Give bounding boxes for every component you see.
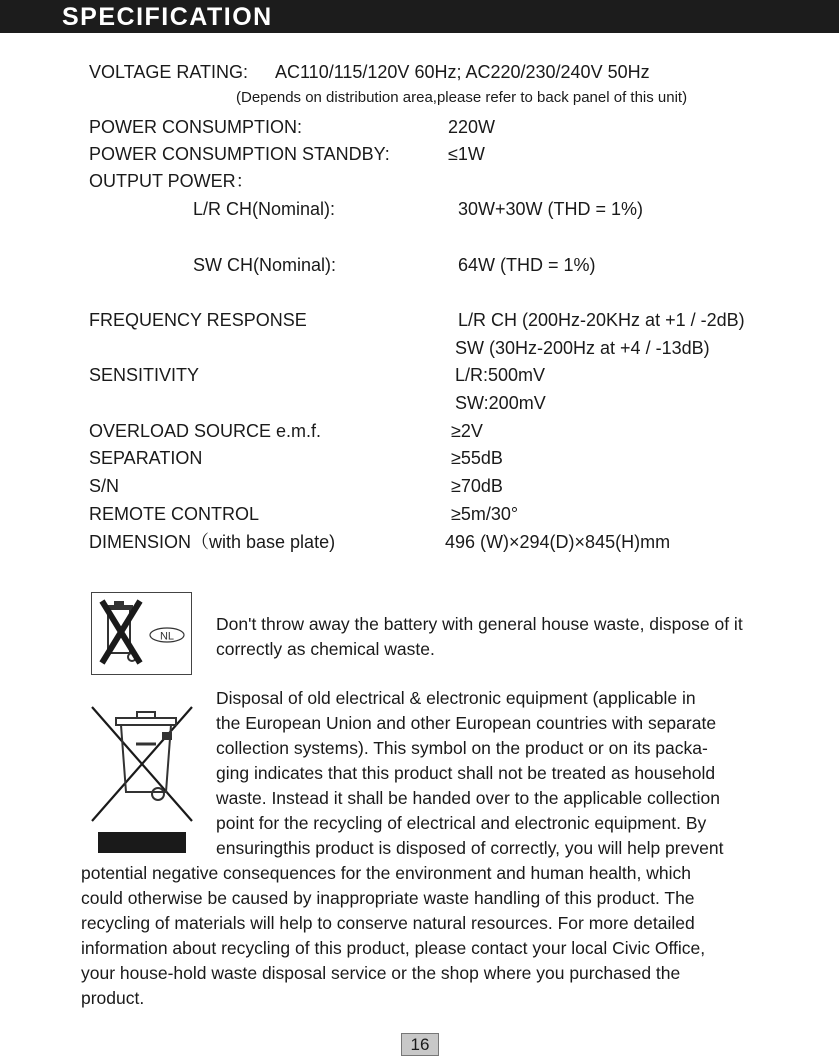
separation-label: SEPARATION: [89, 448, 203, 468]
sensitivity-value-sw: SW:200mV: [455, 393, 546, 413]
weee-line: your house-hold waste disposal service or the shop where you purchased the: [81, 963, 681, 983]
page-number: 16: [401, 1033, 439, 1056]
weee-line: Disposal of old electrical & electronic equipment (applicable in: [216, 688, 696, 708]
battery-disposal-icon: [91, 592, 192, 675]
sn-label: S/N: [89, 476, 120, 496]
dimension-label: DIMENSION（with base plate): [89, 532, 336, 552]
weee-line: ging indicates that this product shall not be treated as household: [216, 763, 716, 783]
lr-ch-label: L/R CH(Nominal):: [193, 199, 336, 219]
sensitivity-label: SENSITIVITY: [89, 365, 200, 385]
battery-disposal-text: Don't throw away the battery with general house waste, dispose of it correctly as chemical waste.: [216, 614, 743, 659]
weee-line: recycling of materials will help to conserve natural resources. For more detailed: [81, 913, 695, 933]
weee-line: potential negative consequences for the environment and human health, which: [81, 863, 691, 883]
weee-line: point for the recycling of electrical and electronic equipment. By: [216, 813, 707, 833]
sw-ch-label: SW CH(Nominal):: [193, 255, 337, 275]
output-power-label: OUTPUT POWER：: [89, 171, 254, 191]
page-title: SPECIFICATION: [62, 3, 273, 31]
standby-value: ≤1W: [448, 144, 485, 164]
weee-line: collection systems). This symbol on the product or on its packa-: [216, 738, 708, 758]
weee-icon: [90, 704, 194, 829]
separation-value: ≥55dB: [451, 448, 503, 468]
weee-line: could otherwise be caused by inappropriate waste handling of this product. The: [81, 888, 695, 908]
crossed-bin-battery-icon: [92, 593, 190, 673]
overload-value: ≥2V: [451, 421, 483, 441]
frequency-value-sw: SW (30Hz-200Hz at +4 / -13dB): [455, 338, 710, 358]
standby-label: POWER CONSUMPTION STANDBY:: [89, 144, 390, 164]
sn-value: ≥70dB: [451, 476, 503, 496]
weee-line: product.: [81, 988, 145, 1008]
header-bar: [0, 0, 839, 33]
overload-label: OVERLOAD SOURCE e.m.f.: [89, 421, 322, 441]
dimension-value: 496 (W)×294(D)×845(H)mm: [445, 532, 671, 552]
voltage-note: (Depends on distribution area,please refer to back panel of this unit): [236, 89, 688, 106]
power-consumption-value: 220W: [448, 117, 496, 137]
power-consumption-label: POWER CONSUMPTION:: [89, 117, 303, 137]
remote-control-value: ≥5m/30°: [451, 504, 519, 524]
lr-ch-value: 30W+30W (THD = 1%): [458, 199, 644, 219]
frequency-label: FREQUENCY RESPONSE: [89, 310, 307, 330]
weee-black-bar: [98, 832, 186, 853]
remote-control-label: REMOTE CONTROL: [89, 504, 260, 524]
weee-line: information about recycling of this product, please contact your local Civic Office,: [81, 938, 706, 958]
frequency-value-lr: L/R CH (200Hz-20KHz at +1 / -2dB): [458, 310, 745, 330]
weee-line: ensuringthis product is disposed of correctly, you will help prevent: [216, 838, 724, 858]
sw-ch-value: 64W (THD = 1%): [458, 255, 596, 275]
weee-line: waste. Instead it shall be handed over to the applicable collection: [216, 788, 720, 808]
weee-line: the European Union and other European countries with separate: [216, 713, 717, 733]
nl-label: NL: [159, 630, 175, 643]
sensitivity-value-lr: L/R:500mV: [455, 365, 546, 385]
voltage-value: AC110/115/120V 60Hz; AC220/230/240V 50Hz: [275, 62, 650, 82]
voltage-label: VOLTAGE RATING:: [89, 62, 249, 82]
